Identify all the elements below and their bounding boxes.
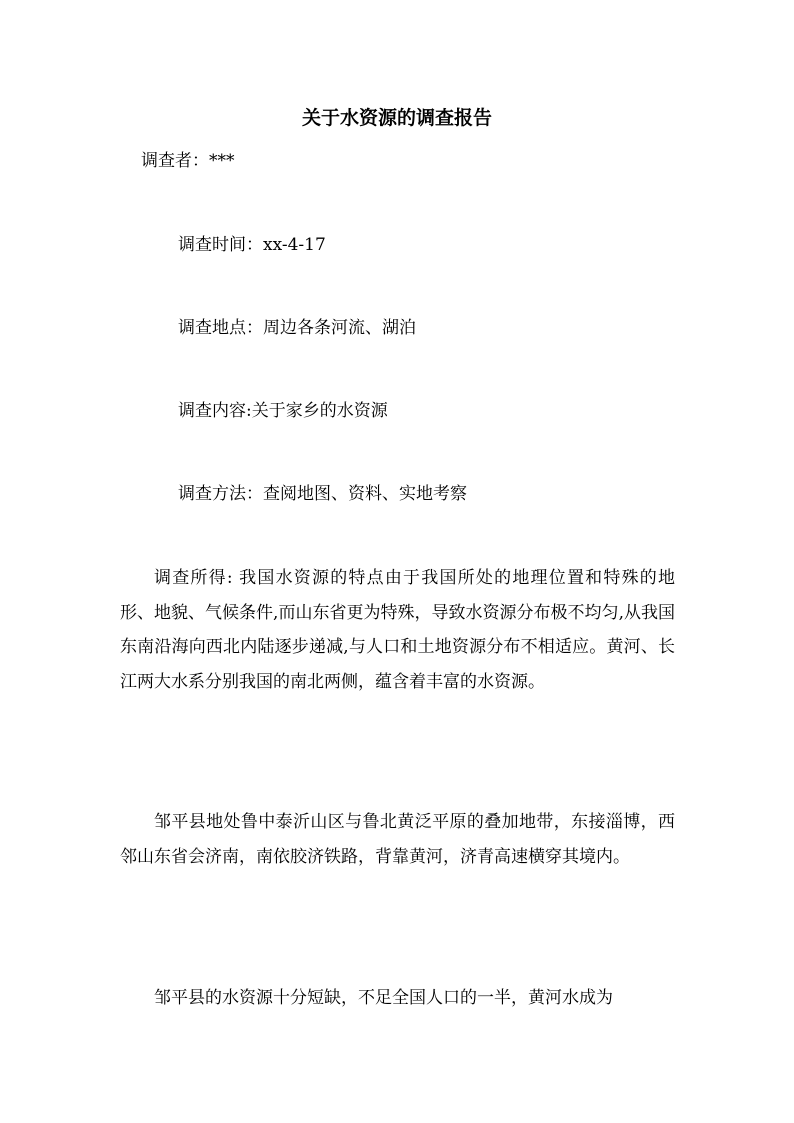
paragraph-location: 邹平县地处鲁中泰沂山区与鲁北黄泛平原的叠加地带，东接淄博，西邻山东省会济南，南依胶济铁路，背靠黄河，济青高速横穿其境内。 [120,812,675,867]
survey-content: 调查内容:关于家乡的水资源 [178,401,388,421]
survey-place: 调查地点：周边各条河流、湖泊 [178,318,416,338]
author-line: 调查者：*** [141,151,235,171]
survey-time: 调查时间：xx-4-17 [178,235,326,255]
survey-method: 调查方法：查阅地图、资料、实地考察 [178,484,467,504]
document-title: 关于水资源的调查报告 [301,107,492,129]
paragraph-findings: 调查所得: 我国水资源的特点由于我国所处的地理位置和特殊的地形、地貌、气候条件,而山东省更为特殊，导致水资源分布极不均匀,从我国东南沿海向西北内陆逐步递减,与人口和土地资源分布不相适应。黄河、长江两大水系分别我国的南北两侧，蕴含着丰富的水资源。 [120,568,675,692]
paragraph-water-shortage: 邹平县的水资源十分短缺，不足全国人口的一半，黄河水成为 [154,988,613,1008]
